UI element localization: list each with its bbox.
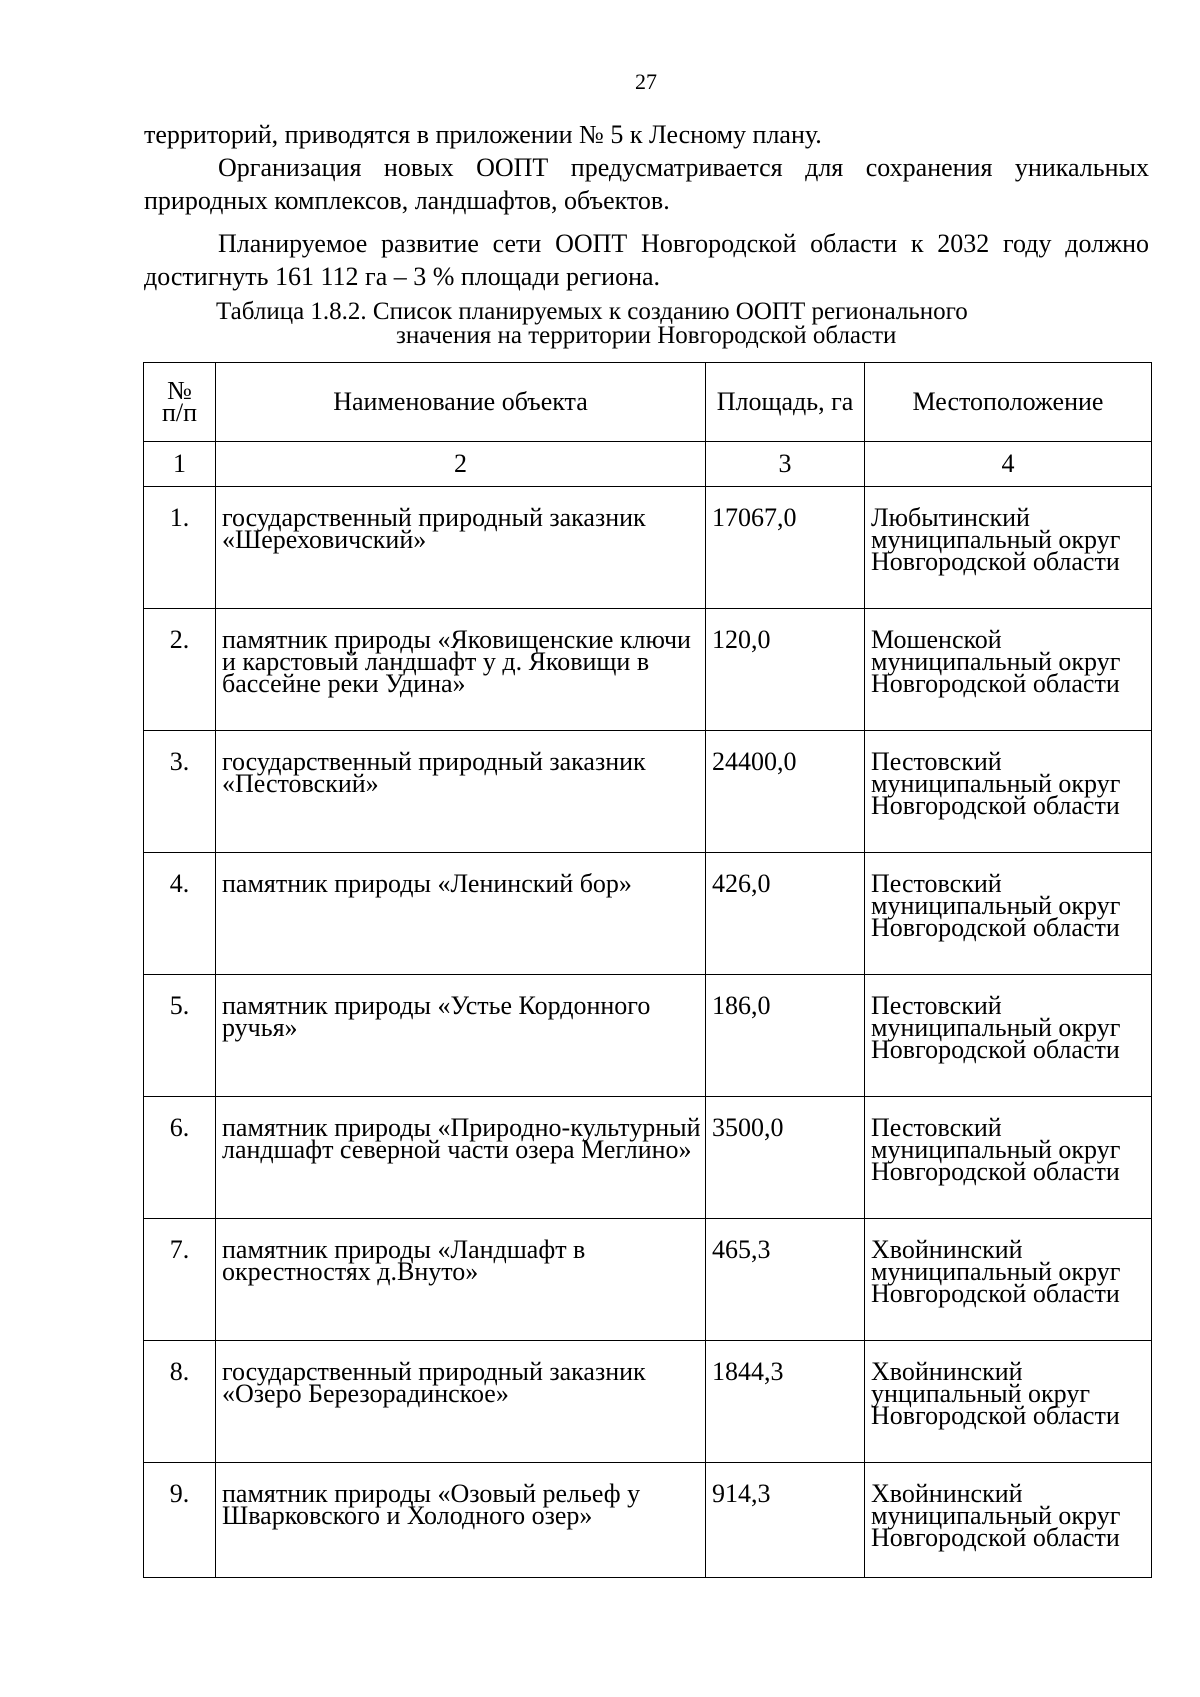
column-number-row <box>144 442 1152 487</box>
row-number: 5. <box>144 975 216 1097</box>
object-area: 426,0 <box>706 853 865 975</box>
row-number: 8. <box>144 1341 216 1463</box>
oopt-table <box>143 362 1152 1578</box>
table-caption-line-2: значения на территории Новгородской области <box>396 322 897 349</box>
row-number: 9. <box>144 1463 216 1578</box>
table-row <box>144 487 1152 609</box>
object-location: Мошенской муниципальный округ Новгородской области <box>865 609 1152 731</box>
table-row <box>144 1341 1152 1463</box>
object-location: Хвойнинский муниципальный округ Новгородской области <box>865 1463 1152 1578</box>
object-name: государственный природный заказник «Шереховичский» <box>216 487 706 609</box>
object-name: памятник природы «Яковищенские ключи и карстовый ландшафт у д. Яковищи в бассейне реки Удина» <box>216 609 706 731</box>
object-name: памятник природы «Устье Кордонного ручья» <box>216 975 706 1097</box>
table-row <box>144 731 1152 853</box>
object-location: Хвойнинский муниципальный округ Новгородской области <box>865 1219 1152 1341</box>
row-number: 6. <box>144 1097 216 1219</box>
table-row <box>144 1097 1152 1219</box>
object-area: 914,3 <box>706 1463 865 1578</box>
table-row <box>144 975 1152 1097</box>
object-area: 465,3 <box>706 1219 865 1341</box>
object-location: Пестовский муниципальный округ Новгородской области <box>865 853 1152 975</box>
object-area: 1844,3 <box>706 1341 865 1463</box>
object-name: государственный природный заказник «Озеро Березорадинское» <box>216 1341 706 1463</box>
page-number: 27 <box>635 69 657 94</box>
table-row <box>144 1219 1152 1341</box>
paragraph-3: Планируемое развитие сети ООПТ Новгородской области к 2032 году должно достигнуть 161 112 га – 3 % площади региона. <box>144 229 1149 291</box>
column-number: 4 <box>865 442 1152 487</box>
table-row <box>144 853 1152 975</box>
object-area: 24400,0 <box>706 731 865 853</box>
column-number: 2 <box>216 442 706 487</box>
paragraph-1: территорий, приводятся в приложении № 5 к Лесному плану. <box>144 120 822 149</box>
row-number: 4. <box>144 853 216 975</box>
object-area: 120,0 <box>706 609 865 731</box>
table-header-row <box>144 363 1152 442</box>
table-caption <box>216 300 1076 348</box>
object-location: Пестовский муниципальный округ Новгородской области <box>865 731 1152 853</box>
table-row <box>144 609 1152 731</box>
header-location: Местоположение <box>865 363 1152 442</box>
row-number: 1. <box>144 487 216 609</box>
table-caption-line-1: Таблица 1.8.2. Список планируемых к созданию ООПТ регионального <box>216 298 968 325</box>
row-number: 7. <box>144 1219 216 1341</box>
table-row <box>144 1463 1152 1578</box>
object-location: Пестовский муниципальный округ Новгородской области <box>865 1097 1152 1219</box>
object-area: 17067,0 <box>706 487 865 609</box>
object-area: 186,0 <box>706 975 865 1097</box>
object-name: памятник природы «Ленинский бор» <box>216 853 706 975</box>
object-location: Пестовский муниципальный округ Новгородской области <box>865 975 1152 1097</box>
header-area: Площадь, га <box>706 363 865 442</box>
object-name: государственный природный заказник «Пестовский» <box>216 731 706 853</box>
object-name: памятник природы «Природно-культурный ландшафт северной части озера Меглино» <box>216 1097 706 1219</box>
row-number: 3. <box>144 731 216 853</box>
object-location: Хвойнинский унципальный округ Новгородской области <box>865 1341 1152 1463</box>
object-name: памятник природы «Ландшафт в окрестностях д.Внуто» <box>216 1219 706 1341</box>
header-name: Наименование объекта <box>216 363 706 442</box>
object-name: памятник природы «Озовый рельеф у Шварковского и Холодного озер» <box>216 1463 706 1578</box>
column-number: 1 <box>144 442 216 487</box>
object-location: Любытинский муниципальный округ Новгородской области <box>865 487 1152 609</box>
paragraph-2: Организация новых ООПТ предусматривается для сохранения уникальных природных комплексов, ландшафтов, объектов. <box>144 153 1149 215</box>
row-number: 2. <box>144 609 216 731</box>
object-area: 3500,0 <box>706 1097 865 1219</box>
header-number: № п/п <box>144 363 216 442</box>
column-number: 3 <box>706 442 865 487</box>
